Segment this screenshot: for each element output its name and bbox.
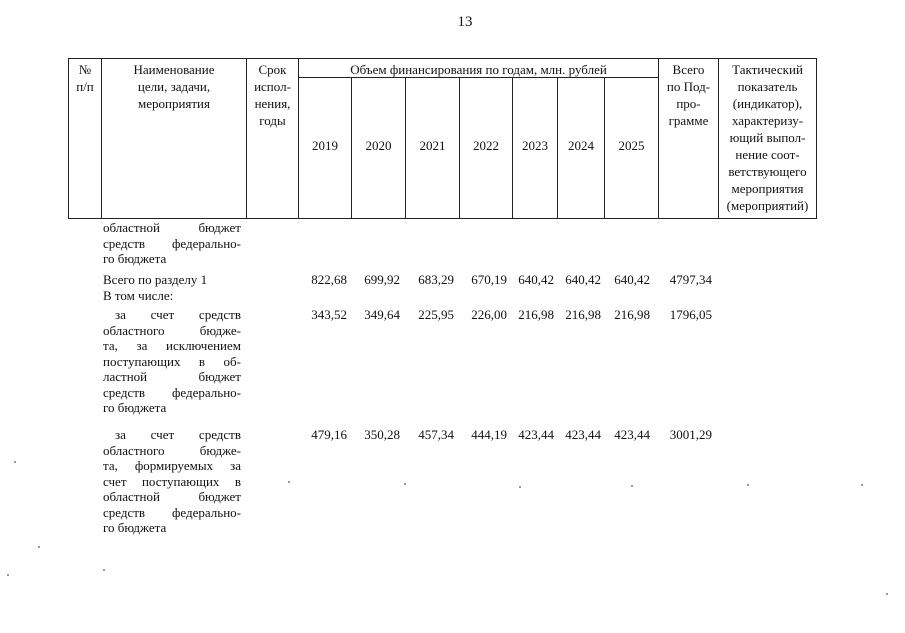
row-label-line: та, за исключением xyxy=(103,338,241,353)
row-label-line: средств федерально- xyxy=(103,504,241,520)
value-total: 4797,34 xyxy=(669,272,712,287)
scan-speck xyxy=(861,484,863,486)
header-year-2021: 2021 xyxy=(419,138,446,153)
scan-speck xyxy=(631,485,633,487)
row-label xyxy=(103,307,241,416)
header-top-border xyxy=(68,58,816,59)
row-label-line: В том числе: xyxy=(103,288,174,303)
value-2022: 444,19 xyxy=(471,427,507,442)
value-2022: 670,19 xyxy=(471,272,507,287)
value-total: 3001,29 xyxy=(669,427,712,442)
header-col-number: № п/п xyxy=(76,62,94,94)
scan-speck xyxy=(14,461,16,463)
row-label-line: Всего по разделу 1 xyxy=(103,272,208,287)
value-2019: 822,68 xyxy=(311,272,347,287)
row-label-line: та, формируемых за xyxy=(103,458,241,473)
scan-speck xyxy=(288,481,290,483)
header-year-2020: 2020 xyxy=(365,138,392,153)
row-label-line: го бюджета xyxy=(103,400,167,415)
header-col-indicator: Тактический показатель (индикатор), характеризу- ющий выпол- нение соот- ветствующего мероприятия (мероприятий) xyxy=(726,62,809,213)
header-col-name: Наименование цели, задачи, мероприятия xyxy=(133,62,215,111)
value-2019: 343,52 xyxy=(311,307,347,322)
header-col-total: Всего по Под- про- грамме xyxy=(666,62,711,128)
row-label-line: счет поступающих в xyxy=(103,473,241,489)
row-label-line: областной бюджет xyxy=(103,489,241,504)
scan-speck xyxy=(103,569,105,571)
row-label-line: го бюджета xyxy=(103,251,167,266)
row-label-line: поступающих в об- xyxy=(103,353,241,369)
value-2022: 226,00 xyxy=(471,307,507,322)
scan-speck xyxy=(886,593,888,595)
header-bottom-border xyxy=(68,218,816,219)
row-label-line: областного бюдже- xyxy=(103,322,241,338)
value-2023: 640,42 xyxy=(518,272,554,287)
row-label-line: ластной бюджет xyxy=(103,369,241,384)
value-2025: 423,44 xyxy=(614,427,650,442)
scan-speck xyxy=(38,546,40,548)
value-2020: 699,92 xyxy=(364,272,400,287)
header-year-2019: 2019 xyxy=(312,138,338,153)
value-2019: 479,16 xyxy=(311,427,347,442)
value-2020: 349,64 xyxy=(364,307,400,322)
row-label xyxy=(103,288,241,304)
value-2023: 216,98 xyxy=(518,307,554,322)
row-label-line: средств федерально- xyxy=(103,235,241,251)
value-2021: 225,95 xyxy=(418,307,454,322)
value-total: 1796,05 xyxy=(669,307,712,322)
header-year-2023: 2023 xyxy=(522,138,548,153)
value-2021: 457,34 xyxy=(418,427,454,442)
value-2024: 423,44 xyxy=(565,427,601,442)
value-2023: 423,44 xyxy=(518,427,554,442)
row-label xyxy=(103,427,241,536)
scan-speck xyxy=(747,484,749,486)
row-label-line: за счет средств xyxy=(115,427,241,442)
value-2020: 350,28 xyxy=(364,427,400,442)
row-label-line: средств федерально- xyxy=(103,384,241,400)
row-label xyxy=(103,220,241,267)
value-2021: 683,29 xyxy=(418,272,454,287)
header-col-term: Срок испол- нения, годы xyxy=(254,62,291,128)
scan-speck xyxy=(519,486,521,488)
row-label-line: областного бюдже- xyxy=(103,442,241,458)
col-border xyxy=(816,58,817,219)
row-label xyxy=(103,272,241,288)
scan-speck xyxy=(404,483,406,485)
page-number: 13 xyxy=(457,14,473,30)
value-2024: 640,42 xyxy=(565,272,601,287)
value-2025: 216,98 xyxy=(614,307,650,322)
row-label-line: го бюджета xyxy=(103,520,167,535)
value-2025: 640,42 xyxy=(614,272,650,287)
scan-speck xyxy=(7,574,9,576)
header-year-2025: 2025 xyxy=(618,138,645,153)
header-year-2024: 2024 xyxy=(568,138,594,153)
row-label-line: областной бюджет xyxy=(103,220,241,235)
header-year-2022: 2022 xyxy=(473,138,499,153)
header-col-funding: Объем финансирования по годам, млн. рублей xyxy=(350,62,607,77)
row-label-line: за счет средств xyxy=(115,307,241,322)
value-2024: 216,98 xyxy=(565,307,601,322)
